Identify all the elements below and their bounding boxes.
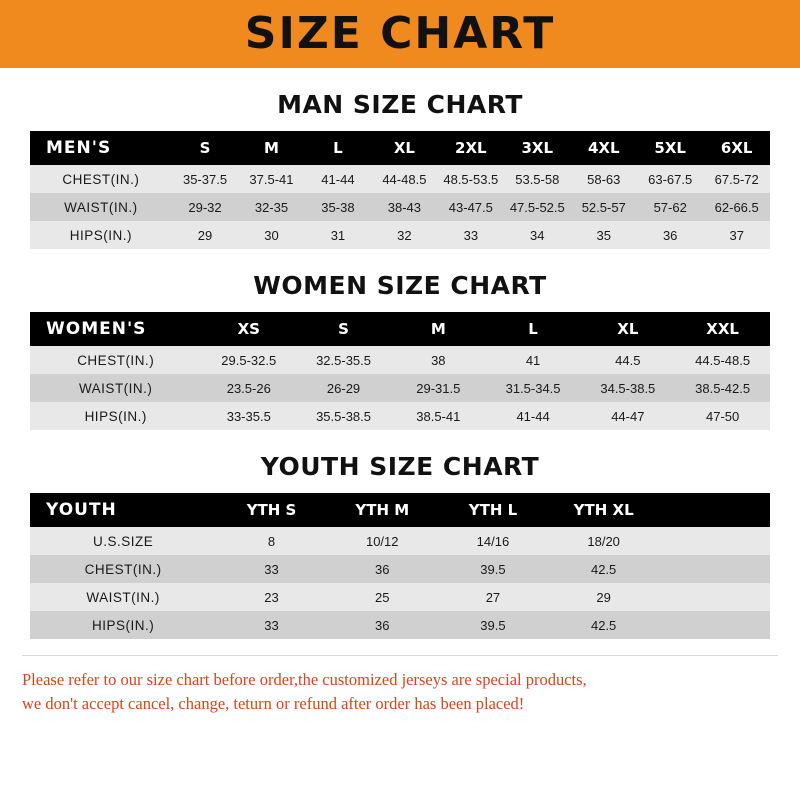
header-cell-l: L	[486, 312, 581, 346]
cell-value: 33	[216, 611, 327, 639]
cell-value: 34	[504, 221, 570, 249]
row-label-hips: HIPS(IN.)	[30, 221, 172, 249]
cell-value: 14/16	[438, 527, 549, 555]
cell-value: 23	[216, 583, 327, 611]
row-label-chest: CHEST(IN.)	[30, 555, 216, 583]
footnote-line-1: Please refer to our size chart before order,the customized jerseys are special products,	[22, 670, 587, 689]
row-label-waist: WAIST(IN.)	[30, 374, 201, 402]
cell-value: 42.5	[548, 611, 659, 639]
cell-value: 57-62	[637, 193, 703, 221]
page-title: SIZE CHART	[244, 8, 556, 59]
row-label-hips: HIPS(IN.)	[30, 402, 201, 430]
cell-value: 29-32	[172, 193, 238, 221]
section-title-youth: YOUTH SIZE CHART	[260, 452, 540, 481]
cell-value: 35-38	[305, 193, 371, 221]
cell-value: 26-29	[296, 374, 391, 402]
cell-value: 29	[548, 583, 659, 611]
header-cell-yth-s: YTH S	[216, 493, 327, 527]
row-label-chest: CHEST(IN.)	[30, 346, 201, 374]
cell-value: 52.5-57	[571, 193, 637, 221]
cell-value: 18/20	[548, 527, 659, 555]
cell-value: 47.5-52.5	[504, 193, 570, 221]
page-banner	[0, 0, 800, 68]
cell-value: 41	[486, 346, 581, 374]
cell-value: 43-47.5	[438, 193, 504, 221]
header-cell-xl: XL	[371, 131, 437, 165]
cell-value: 67.5-72	[703, 165, 770, 193]
header-cell-m: M	[391, 312, 486, 346]
cell-value: 62-66.5	[703, 193, 770, 221]
youth-table-header	[30, 493, 770, 527]
cell-value: 53.5-58	[504, 165, 570, 193]
section-title-women: WOMEN SIZE CHART	[253, 271, 547, 300]
header-cell-xxl: XXL	[675, 312, 770, 346]
cell-value: 44.5	[580, 346, 675, 374]
cell-value: 29.5-32.5	[201, 346, 296, 374]
header-cell-xl: XL	[580, 312, 675, 346]
table-row	[30, 346, 770, 374]
header-cell-4xl: 4XL	[571, 131, 637, 165]
cell-value: 41-44	[305, 165, 371, 193]
cell-value: 39.5	[438, 555, 549, 583]
table-header-row	[30, 493, 770, 527]
table-row	[30, 165, 770, 193]
header-cell-6xl: 6XL	[703, 131, 770, 165]
table-header-row	[30, 131, 770, 165]
row-label-us-size: U.S.SIZE	[30, 527, 216, 555]
header-cell-l: L	[305, 131, 371, 165]
cell-value: 41-44	[486, 402, 581, 430]
cell-value: 38	[391, 346, 486, 374]
cell-value: 63-67.5	[637, 165, 703, 193]
header-cell-yth-m: YTH M	[327, 493, 438, 527]
table-row	[30, 555, 770, 583]
header-cell-m: M	[238, 131, 304, 165]
row-label-waist: WAIST(IN.)	[30, 583, 216, 611]
cell-value: 38-43	[371, 193, 437, 221]
cell-value: 37	[703, 221, 770, 249]
cell-value: 27	[438, 583, 549, 611]
cell-value: 48.5-53.5	[438, 165, 504, 193]
cell-value: 36	[327, 555, 438, 583]
section-youth	[30, 452, 770, 639]
women-size-table	[30, 312, 770, 430]
header-cell-yth-l: YTH L	[438, 493, 549, 527]
table-row	[30, 374, 770, 402]
cell-value: 44-47	[580, 402, 675, 430]
man-table-body	[30, 165, 770, 249]
cell-value: 38.5-41	[391, 402, 486, 430]
cell-value: 47-50	[675, 402, 770, 430]
header-cell-xs: XS	[201, 312, 296, 346]
cell-value: 37.5-41	[238, 165, 304, 193]
cell-value: 30	[238, 221, 304, 249]
cell-value: 44.5-48.5	[675, 346, 770, 374]
cell-spacer	[659, 583, 770, 611]
cell-value: 32.5-35.5	[296, 346, 391, 374]
cell-value: 31.5-34.5	[486, 374, 581, 402]
cell-value: 33	[216, 555, 327, 583]
cell-value: 25	[327, 583, 438, 611]
cell-value: 29-31.5	[391, 374, 486, 402]
cell-value: 33-35.5	[201, 402, 296, 430]
table-row	[30, 611, 770, 639]
cell-value: 8	[216, 527, 327, 555]
header-cell-s: S	[172, 131, 238, 165]
header-cell-yth-xl: YTH XL	[548, 493, 659, 527]
man-size-table	[30, 131, 770, 249]
cell-value: 34.5-38.5	[580, 374, 675, 402]
row-label-hips: HIPS(IN.)	[30, 611, 216, 639]
header-cell-3xl: 3XL	[504, 131, 570, 165]
header-cell-spacer	[659, 493, 770, 527]
cell-value: 58-63	[571, 165, 637, 193]
header-cell-rowlabel: MEN'S	[30, 131, 172, 165]
header-cell-2xl: 2XL	[438, 131, 504, 165]
table-row	[30, 583, 770, 611]
cell-value: 29	[172, 221, 238, 249]
women-table-body	[30, 346, 770, 430]
section-women	[30, 271, 770, 430]
cell-value: 36	[637, 221, 703, 249]
row-label-waist: WAIST(IN.)	[30, 193, 172, 221]
man-table-header	[30, 131, 770, 165]
cell-value: 42.5	[548, 555, 659, 583]
table-row	[30, 193, 770, 221]
footnote-line-2: we don't accept cancel, change, teturn or refund after order has been placed!	[22, 693, 525, 713]
cell-value: 32-35	[238, 193, 304, 221]
cell-value: 36	[327, 611, 438, 639]
cell-value: 23.5-26	[201, 374, 296, 402]
cell-value: 44-48.5	[371, 165, 437, 193]
footnote	[22, 655, 778, 716]
header-cell-rowlabel: YOUTH	[30, 493, 216, 527]
cell-value: 33	[438, 221, 504, 249]
cell-value: 38.5-42.5	[675, 374, 770, 402]
cell-value: 39.5	[438, 611, 549, 639]
youth-table-body	[30, 527, 770, 639]
cell-value: 32	[371, 221, 437, 249]
youth-size-table	[30, 493, 770, 639]
cell-value: 35	[571, 221, 637, 249]
cell-spacer	[659, 611, 770, 639]
header-cell-s: S	[296, 312, 391, 346]
cell-value: 31	[305, 221, 371, 249]
cell-value: 35.5-38.5	[296, 402, 391, 430]
table-header-row	[30, 312, 770, 346]
header-cell-rowlabel: WOMEN'S	[30, 312, 201, 346]
chart-content	[0, 90, 800, 639]
row-label-chest: CHEST(IN.)	[30, 165, 172, 193]
women-table-header	[30, 312, 770, 346]
table-row	[30, 221, 770, 249]
header-cell-5xl: 5XL	[637, 131, 703, 165]
cell-spacer	[659, 527, 770, 555]
section-title-man: MAN SIZE CHART	[277, 90, 523, 119]
section-man	[30, 90, 770, 249]
table-row	[30, 527, 770, 555]
cell-value: 10/12	[327, 527, 438, 555]
cell-value: 35-37.5	[172, 165, 238, 193]
cell-spacer	[659, 555, 770, 583]
table-row	[30, 402, 770, 430]
